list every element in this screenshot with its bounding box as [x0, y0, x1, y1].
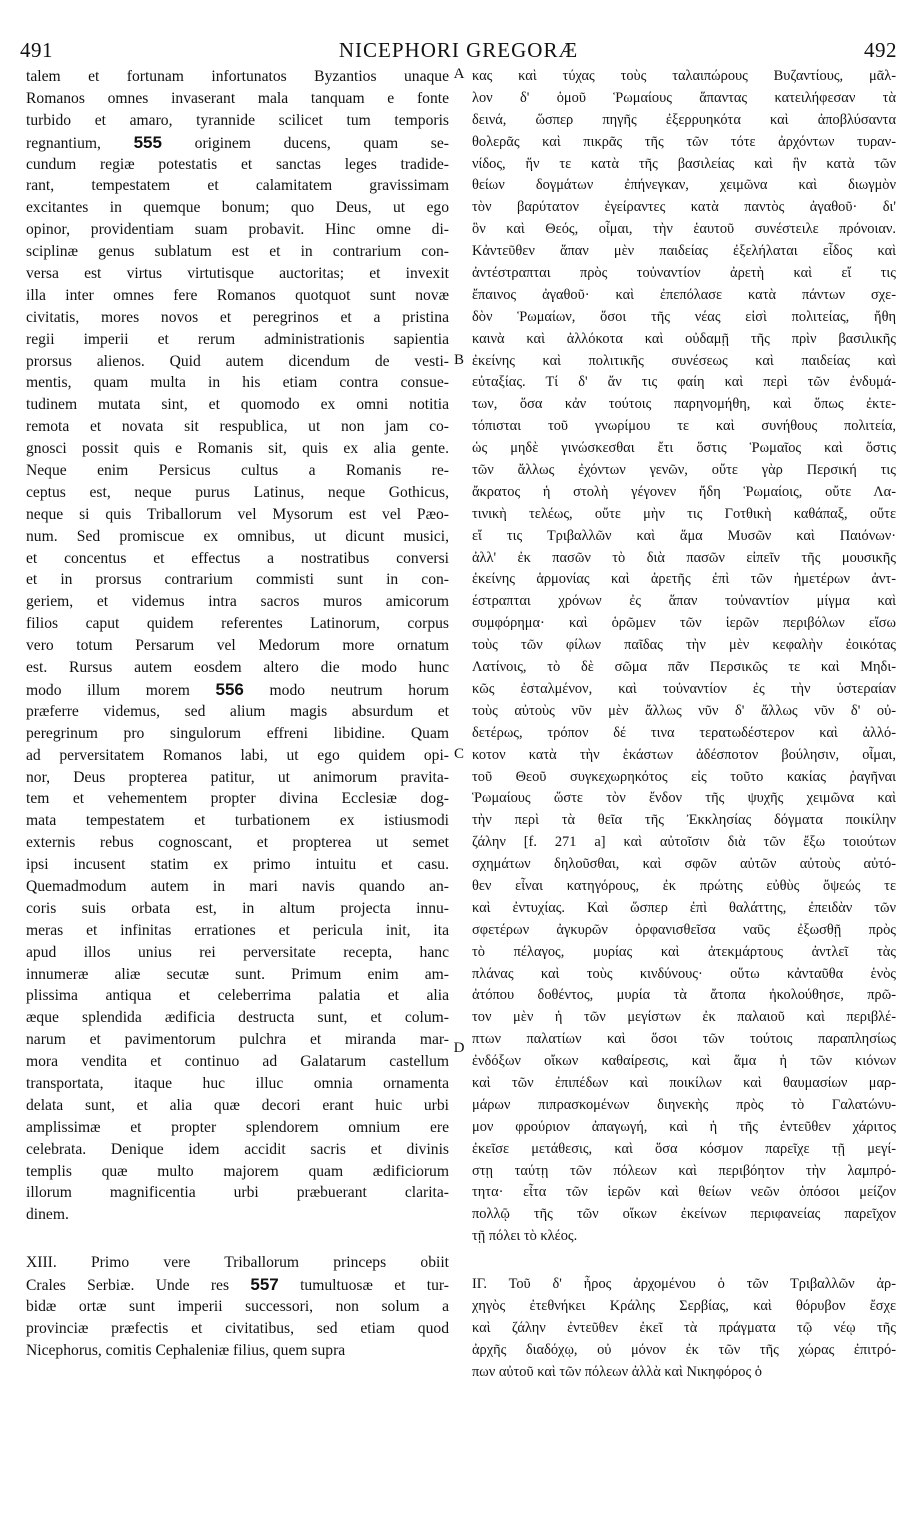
text-line: coris suis orbata est, in altum projecta innu-	[26, 899, 449, 917]
text-line: θολερᾶς καὶ πικρᾶς τῆς τῶν τότε ἀρχόντων τυραν-	[472, 133, 896, 150]
text-line: plissima antiqua et celeberrima palatia et alia	[26, 987, 449, 1005]
text-line: dinem.	[26, 1206, 69, 1224]
text-line: τητα· εἶτα τῶν ἱερῶν καὶ θείων νεῶν ὁπόσοι μείζον	[472, 1184, 896, 1201]
text-line: πολλῷ τῆς τῶν οἴκων ἐκείνων περιφανείας παρεῖχον	[472, 1206, 896, 1223]
text-line: ἐκείνης ἁρμονίας καὶ ἀρετῆς ἐπὶ τῶν ἡμετέρων ἀντ-	[472, 571, 896, 588]
text-line: amplissimæ et propter splendorem omnium ere	[26, 1118, 449, 1136]
text-line: τον μὲν ἡ τῶν μεγίστων ἐκ παλαιοῦ καὶ περιβλέ-	[472, 1009, 896, 1026]
text-line: filios caput quidem referentes Latinorum, corpus	[26, 615, 449, 633]
text-line: ἀρχῆς διαδόχῳ, οὐ μόνον ἐκ τῶν τῆς χώρας ἐπιτρό-	[472, 1341, 896, 1358]
text-line: ἀντέστραπται πρὸς τοὐναντίον ἀρετὴ καὶ εἴ τις	[472, 265, 896, 282]
text-line: κοτον κατὰ τὴν ἑκάστων ἀδέσποτον βούλησιν, οἶμαι,	[472, 746, 896, 763]
text-line: tudinem mutata sint, et quomodo ex omni notitia	[26, 396, 449, 414]
text-line: Crales Serbiæ. Unde res 557 tumultuosæ et tur-	[26, 1275, 449, 1295]
margin-marker-c: C	[453, 746, 464, 762]
text-line: regnantium, 555 originem ducens, quam se-	[26, 132, 449, 152]
text-line: εἴ τις Τριβαλλῶν καὶ ἅμα Μυσῶν καὶ Παιόνων·	[472, 527, 896, 544]
text-line: celebrata. Denique idem accidit sacris et divinis	[26, 1140, 449, 1158]
text-line: τὸ πέλαγος, μυρίας καὶ ἀτεκμάρτους ἀντλεῖ τὰς	[472, 943, 896, 960]
greek-paragraph	[472, 1274, 896, 1383]
text-line: τοὺς αὐτοὺς νῦν μὲν ἄλλως νῦν δ' ἄλλως νῦν δ' οὐ-	[472, 702, 896, 719]
text-line: ceptus est, neque purus Latinus, neque Gothicus,	[26, 483, 449, 501]
text-line: apud illos unius rei perversitate recepta, hanc	[26, 943, 449, 961]
text-line: mentis, quam multa in his etiam contra consue-	[26, 374, 449, 392]
text-line: peregrinum pro singulorum effreni libidine. Quam	[26, 724, 449, 742]
text-line: Quemadmodum autem in mari navis quando an-	[26, 877, 449, 895]
text-line: θείων δογμάτων ἐπήνεγκαν, χειμῶνα καὶ διωγμὸν	[472, 177, 896, 194]
text-line: remota et novata sit respublica, ut non jam co-	[26, 418, 449, 436]
text-line: ἐκείνης καὶ πολιτικῆς συνέσεως καὶ παιδείας καὶ	[472, 352, 896, 369]
text-line: εὐταξίας. Τί δ' ἄν τις φαίη καὶ περὶ τῶν ἐνδυμά-	[472, 374, 896, 391]
text-line: excitantes in quemque bonum; quo Deus, ut ego	[26, 199, 449, 217]
text-line: est. Rursus autem eosdem altero die modo hunc	[26, 659, 449, 677]
text-line: et concentus et effectus a nostratibus conversi	[26, 549, 449, 567]
text-line: innumeræ aliæ secutæ sunt. Primum enim am-	[26, 965, 449, 983]
text-line: Κἀντεῦθεν ἅπαν μὲν παιδείας ἐξελήλαται εἶδος καὶ	[472, 243, 896, 260]
greek-paragraph	[472, 66, 896, 1248]
text-line: bidæ ortæ sunt imperii successori, non solum a	[26, 1297, 449, 1315]
margin-marker-b: B	[453, 352, 464, 368]
text-line: μον φρούριον ἀπαγωγή, καὶ ἡ τῆς ἐντεῦθεν χάριτος	[472, 1118, 896, 1135]
page-header	[20, 36, 897, 64]
text-line: τῇ πόλει τὸ κλέος.	[472, 1228, 578, 1245]
running-title: NICEPHORI GREGORÆ	[338, 37, 579, 62]
text-line: ἄκρατος ἡ στολὴ γέγονεν ἤδη Ῥωμαίοις, οὔτε Λα-	[472, 483, 896, 500]
text-line: ipsi incusent statim ex primo intuitu et casu.	[26, 856, 449, 874]
text-line: ὃν καὶ Θεός, οἶμαι, τὴν ἑαυτοῦ συνέστειλε πρόνοιαν.	[472, 221, 896, 238]
text-line: templis quæ multo majorem quam ædificiorum	[26, 1162, 449, 1180]
text-line: provinciæ præfectis et civitatibus, sed etiam quod	[26, 1319, 449, 1337]
text-line: θεν εἶναι κατηγόρους, ἐκ πρώτης εὐθὺς ὄψεώς τε	[472, 877, 896, 894]
text-line: ὡς μηδὲ γινώσκεσθαι ἔτι ὅστις Ῥωμαῖος καὶ ὅστις	[472, 440, 896, 457]
text-line: XIII. Primo vere Triballorum princeps obiit	[26, 1254, 449, 1272]
text-line: Ῥωμαίους ὥστε τὸν ἔνδον τῆς ψυχῆς χειμῶνα καὶ	[472, 790, 896, 807]
text-line: τὸν βαρύτατον ἐγείραντες κατὰ παντὸς ἀγαθοῦ· δι'	[472, 199, 896, 216]
text-line: sciplinæ genus sublatum est et in contrarium con-	[26, 243, 449, 261]
text-line: ἀλλ' ἐκ πασῶν τὸ διὰ πασῶν εἰπεῖν τῆς μουσικῆς	[472, 549, 896, 566]
text-line: versa est virtus virtutisque auctoritas; et invexit	[26, 265, 449, 283]
text-line: πων αὐτοῦ καὶ τῶν πόλεων ἀλλὰ καὶ Νικηφόρος ὁ	[472, 1363, 762, 1380]
text-line: καὶ ἐντυχίας. Καὶ ὥσπερ ἐπὶ θαλάττης, ἐπειδὰν τῶν	[472, 899, 896, 916]
text-line: συμφόρημα· καὶ ὁρῶμεν τῶν ἱερῶν περιβόλων εἴσω	[472, 615, 896, 632]
text-line: σφετέρων ἀγκυρῶν ὀρφανισθεῖσα ναῦς ἐξωσθῇ πρὸς	[472, 921, 896, 938]
text-line: prorsus alienos. Quid autem dicendum de vesti-	[26, 352, 449, 370]
text-line: τοῦ Θεοῦ συγκεχωρηκότος εἰς τοῦτο κακίας ῥαγῆναι	[472, 768, 896, 785]
text-line: τὴν περὶ τὰ θεῖα τῆς Ἐκκλησίας δόγματα ποικίλην	[472, 812, 896, 829]
text-line: πτων παλατίων καὶ ὅσοι τῶν τούτοις παραπλησίως	[472, 1031, 896, 1048]
text-line: καινὰ καὶ ἀλλόκοτα καὶ οὐδαμῇ τῆς πρὶν βασιλικῆς	[472, 330, 896, 347]
text-line: illa inter omnes fere Romanos quotquot sunt novæ	[26, 286, 449, 304]
text-line: gnosci possit quis e Romanis sit, quis ex alia gente.	[26, 440, 449, 458]
text-line: τοὺς τῶν φίλων παῖδας τὴν μὲν κεφαλὴν ἐοικότας	[472, 637, 896, 654]
text-line: ad perversitatem Romanos labi, ut ego quidem opi-	[26, 746, 449, 764]
text-line: neque si quis Triballorum vel Mysorum est vel Pæo-	[26, 505, 449, 523]
text-line: τινικὴ τελέως, οὔτε μὴν τις Γοτθικὴ καθάπαξ, οὔτε	[472, 505, 896, 522]
text-line: ἐκεῖσε μετάθεσις, καὶ ὅσα κόσμον παρεῖχε τῇ μεγί-	[472, 1140, 896, 1157]
text-line: Romanos omnes invaserant mala tanquam e fonte	[26, 89, 449, 107]
margin-marker-a: A	[453, 66, 465, 82]
text-line: τῶν ἄλλως ἐχόντων γενῶν, οὔτε γὰρ Περσική τις	[472, 462, 896, 479]
paragraph-gap	[26, 1226, 449, 1252]
text-line: geriem, et videmus intra sacros muros amicorum	[26, 593, 449, 611]
text-line: δετέρως, τρόπον δέ τινα τερατωδέστερον καὶ ἀλλό-	[472, 724, 896, 741]
latin-paragraph	[26, 66, 449, 1226]
text-line: regii imperii et rerum administrationis sapientia	[26, 330, 449, 348]
margin-marker-d: D	[453, 1040, 465, 1056]
text-line: modo illum morem 556 modo neutrum horum	[26, 679, 449, 699]
latin-paragraph	[26, 1252, 449, 1361]
text-line: σχημάτων δηλοῦσθαι, καὶ σφῶν αὐτῶν αὐτοὺς αὐτό-	[472, 856, 896, 873]
text-line: cundum regiæ potestatis et sanctas leges tradide-	[26, 155, 449, 173]
text-line: tem et vehementem propter divina Ecclesiæ dog-	[26, 790, 449, 808]
text-line: delata sunt, et alia quæ decori erant huic urbi	[26, 1096, 449, 1114]
text-line: ἀτόπου δοθέντος, μυρία τὰ ἄτοπα ἠκολούθησε, πρῶ-	[472, 987, 896, 1004]
text-line: mata tempestatem et turbationem ex istiusmodi	[26, 812, 449, 830]
text-line: ΙΓ. Τοῦ δ' ἦρος ἀρχομένου ὁ τῶν Τριβαλλῶν ἀρ-	[472, 1276, 896, 1293]
paragraph-gap	[472, 1248, 896, 1274]
text-line: νίδος, ἥν τε κατὰ τῆς βασιλείας καὶ ἣν κατὰ τῶν	[472, 155, 896, 172]
text-line: έστραπται χρόνων ἐς ἅπαν τοὐναντίον μίγμα καὶ	[472, 593, 896, 610]
page-reference-number: 556	[215, 679, 244, 699]
text-line: num. Sed promiscue ex omnibus, ut dicunt musici,	[26, 527, 449, 545]
page-reference-number: 555	[133, 132, 162, 152]
latin-column	[26, 66, 449, 1362]
page-reference-number: 557	[250, 1275, 279, 1295]
text-line: narum et pavimentorum pulchra et miranda mar-	[26, 1031, 449, 1049]
text-line: Nicephorus, comitis Cephaleniæ filius, quem supra	[26, 1341, 346, 1359]
text-line: μάρων πιπρασκομένων διηνεκὴς πρὸς τὸ Γαλατώνυ-	[472, 1096, 896, 1113]
text-line: λον δ' ὁμοῦ Ῥωμαίους ἅπαντας κατειλήφεσαν τὰ	[472, 89, 896, 106]
text-line: Neque enim Persicus cultus a Romanis re-	[26, 462, 449, 480]
text-line: mora vendita et continuo ad Galatarum castellum	[26, 1053, 449, 1071]
text-line: præferre videmus, sed alium magis absurdum et	[26, 702, 449, 720]
text-line: illorum magnificentia urbi præbuerant clarita-	[26, 1184, 449, 1202]
text-line: κας καὶ τύχας τοὺς ταλαιπώρους Βυζαντίους, μᾶλ-	[472, 68, 896, 84]
text-line: δὸν Ῥωμαίων, ὅσοι τῆς νέας εἰσὶ πολιτείας, ἤθη	[472, 308, 896, 325]
page-number-right: 492	[863, 37, 897, 62]
text-line: καὶ ζάλην ἐντεῦθεν ἐκεῖ τὰ πράγματα τῷ νέῳ τῆς	[472, 1319, 896, 1336]
text-line: ἔπαινος ἀγαθοῦ· καὶ ἐπεπόλασε κατὰ πάντων σχε-	[472, 286, 896, 303]
text-line: et in prorsus contrarium commisti sunt in con-	[26, 571, 449, 589]
page-number-left: 491	[20, 37, 53, 62]
text-line: turbido et amaro, tyrannide scilicet tum temporis	[26, 111, 449, 129]
text-line: externis rebus cognoscant, et propterea ut semet	[26, 834, 449, 852]
text-line: opinor, providentiam suam probavit. Hinc omne di-	[26, 221, 449, 239]
text-line: τόπισται τοῦ γνωρίμου τε καὶ συνήθους πολιτεία,	[472, 418, 896, 435]
text-line: vero totum Persarum vel Medorum more ornatum	[26, 637, 449, 655]
text-line: ζάλην [f. 271 a] καὶ αὐτοῖσιν διὰ τῶν ἔξω τοιούτων	[472, 834, 896, 851]
text-line: των, ὅσα κἀν τούτοις παρηνομήθη, καὶ ὅπως ἐκτε-	[472, 396, 896, 413]
text-line: κῶς ἐσταλμένον, καὶ τοὐναντίον ἐς τὴν ὑστεραίαν	[472, 680, 896, 697]
text-line: transportata, itaque huc illuc omnia ornamenta	[26, 1074, 449, 1092]
text-line: δεινά, ὥσπερ πηγῆς ἐξερρυηκότα καὶ ἀποβλύσαντα	[472, 111, 896, 128]
text-line: talem et fortunam infortunatos Byzantios unaque	[26, 68, 449, 85]
text-line: πλάνας καὶ τοὺς κινδύνους· οὕτω κἀνταῦθα ἑνὸς	[472, 965, 896, 982]
text-line: ἐνδόξων οἴκων καθαίρεσις, καὶ ἅμα ἡ τῶν κιόνων	[472, 1053, 896, 1070]
greek-column	[472, 66, 896, 1384]
text-line: Λατίνοις, τὸ δὲ σῶμα πᾶν Περσικῶς τε καὶ Μηδι-	[472, 659, 896, 676]
text-line: civitatis, mores novos et peregrinos et a pristina	[26, 308, 449, 326]
text-line: meras et infinitas errationes et pericula init, ita	[26, 921, 449, 939]
text-line: χηγὸς ἐτεθνήκει Κράλης Σερβίας, καὶ θόρυβον ἔσχε	[472, 1297, 896, 1314]
text-line: καὶ τῶν ἐπιπέδων καὶ ποικίλων καὶ θαυμασίων μαρ-	[472, 1074, 896, 1091]
text-line: nor, Deus propterea patitur, ut animorum pravita-	[26, 768, 449, 786]
text-line: æque splendida ædificia destructa sunt, et colum-	[26, 1009, 449, 1027]
text-line: στῃ ταύτῃ τῶν πόλεων καὶ περιβόητον τὴν λαμπρό-	[472, 1162, 896, 1179]
text-line: rant, tempestatem et calamitatem gravissimam	[26, 177, 449, 195]
